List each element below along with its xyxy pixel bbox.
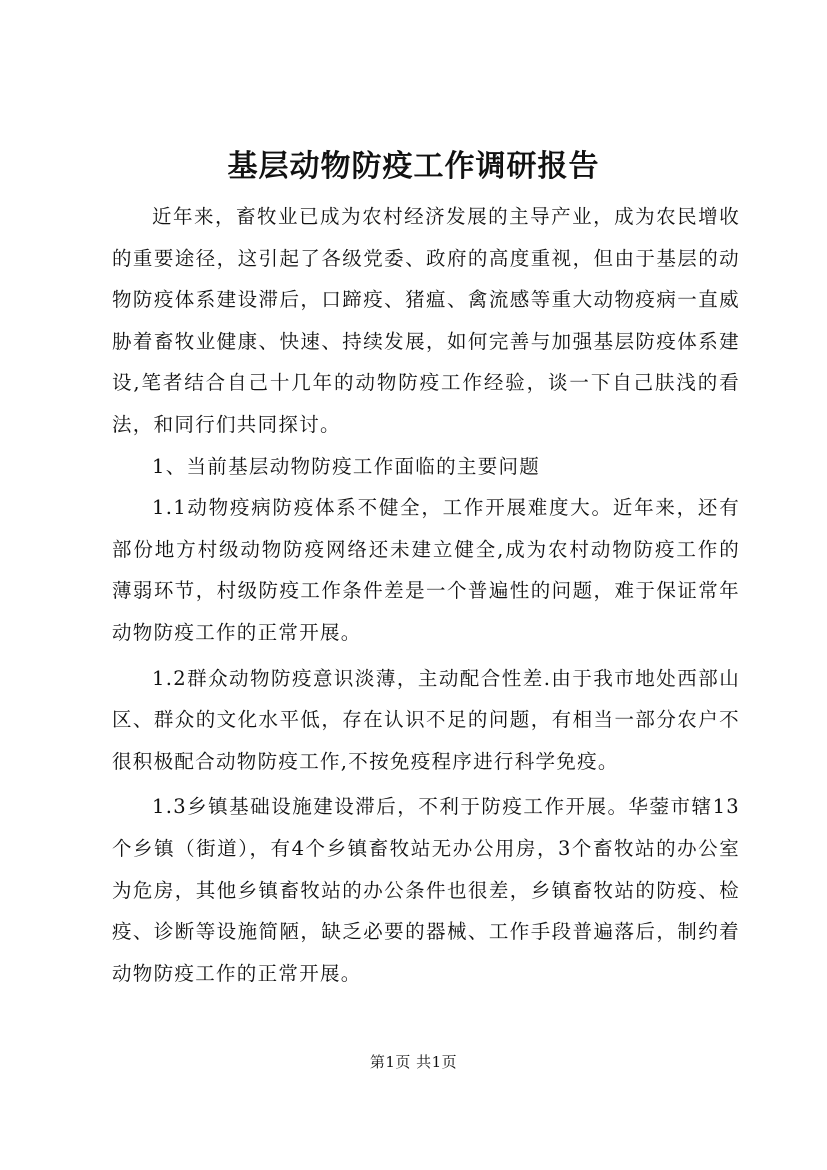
document-title: 基层动物防疫工作调研报告 — [227, 149, 600, 184]
paragraph-1-2: 1.2群众动物防疫意识淡薄，主动配合性差.由于我市地处西部山区、群众的文化水平低，存在认识不足的问题，有相当一部分农户不很积极配合动物防疫工作,不按免疫程序进行科学免疫。 — [112, 666, 740, 773]
section-heading-1: 1、当前基层动物防疫工作面临的主要问题 — [152, 454, 541, 478]
document-body — [112, 196, 740, 994]
paragraph-intro: 近年来，畜牧业已成为农村经济发展的主导产业，成为农民增收的重要途径，这引起了各级党委、政府的高度重视，但由于基层的动物防疫体系建设滞后，口蹄疫、猪瘟、禽流感等重大动物疫病一直威胁着畜牧业健康、快速、持续发展，如何完善与加强基层防疫体系建设,笔者结合自己十几年的动物防疫工作经验，谈一下自己肤浅的看法，和同行们共同探讨。 — [112, 205, 740, 436]
page-footer: 第1页 共1页 — [369, 1053, 458, 1071]
paragraph-1-1: 1.1动物疫病防疫体系不健全，工作开展难度大。近年来，还有部份地方村级动物防疫网络还未建立健全,成为农村动物防疫工作的薄弱环节，村级防疫工作条件差是一个普遍性的问题，难于保证常年动物防疫工作的正常开展。 — [112, 496, 740, 644]
paragraph-1-3: 1.3乡镇基础设施建设滞后，不利于防疫工作开展。华蓥市辖13个乡镇（街道），有4个乡镇畜牧站无办公用房，3个畜牧站的办公室为危房，其他乡镇畜牧站的办公条件也很差，乡镇畜牧站的防疫、检疫、诊断等设施简陋，缺乏必要的器械、工作手段普遍落后，制约着动物防疫工作的正常开展。 — [112, 795, 740, 985]
